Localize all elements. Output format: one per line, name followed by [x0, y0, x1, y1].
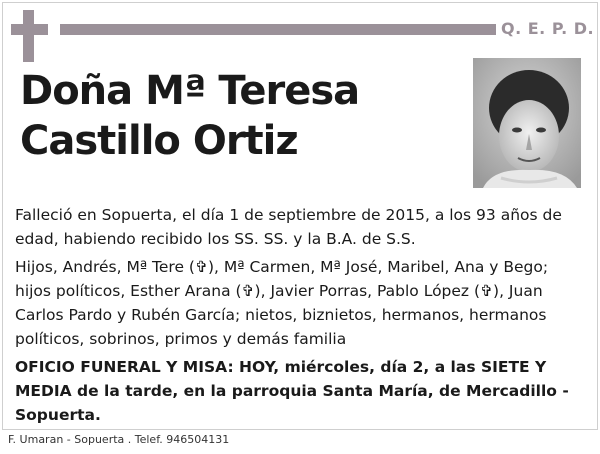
funeral-home-footer: F. Umaran - Sopuerta . Telef. 946504131 — [8, 433, 230, 446]
family-list: Hijos, Andrés, Mª Tere (✞), Mª Carmen, Mª José, Maribel, Ana y Bego; hijos políticos, Esther Arana (✞), Javier Porras, Pablo López (✞), Juan Carlos Pardo y Rubén García; nietos, biznietos, hermanos, hermanos políticos, sobrinos, primos y demás familia — [15, 258, 549, 348]
name-line-2: Castillo Ortiz — [20, 118, 298, 164]
cross-icon-horizontal — [11, 24, 48, 35]
death-notice: Falleció en Sopuerta, el día 1 de septiembre de 2015, a los 93 años de edad, habiendo recibido los SS. SS. y la B.A. de S.S. — [15, 206, 562, 248]
cross-icon-vertical — [23, 10, 34, 62]
ceremony-details: OFICIO FUNERAL Y MISA: HOY, miércoles, día 2, a las SIETE Y MEDIA de la tarde, en la parroquia Santa María, de Mercadillo - Sopuerta. — [15, 358, 569, 424]
deceased-name — [20, 66, 460, 166]
notice-body — [15, 203, 585, 431]
name-line-1: Doña Mª Teresa — [20, 68, 360, 114]
portrait-photo — [473, 58, 581, 188]
header-rule — [60, 24, 496, 35]
portrait-image — [473, 58, 581, 188]
qepd-label: Q. E. P. D. — [501, 19, 595, 38]
